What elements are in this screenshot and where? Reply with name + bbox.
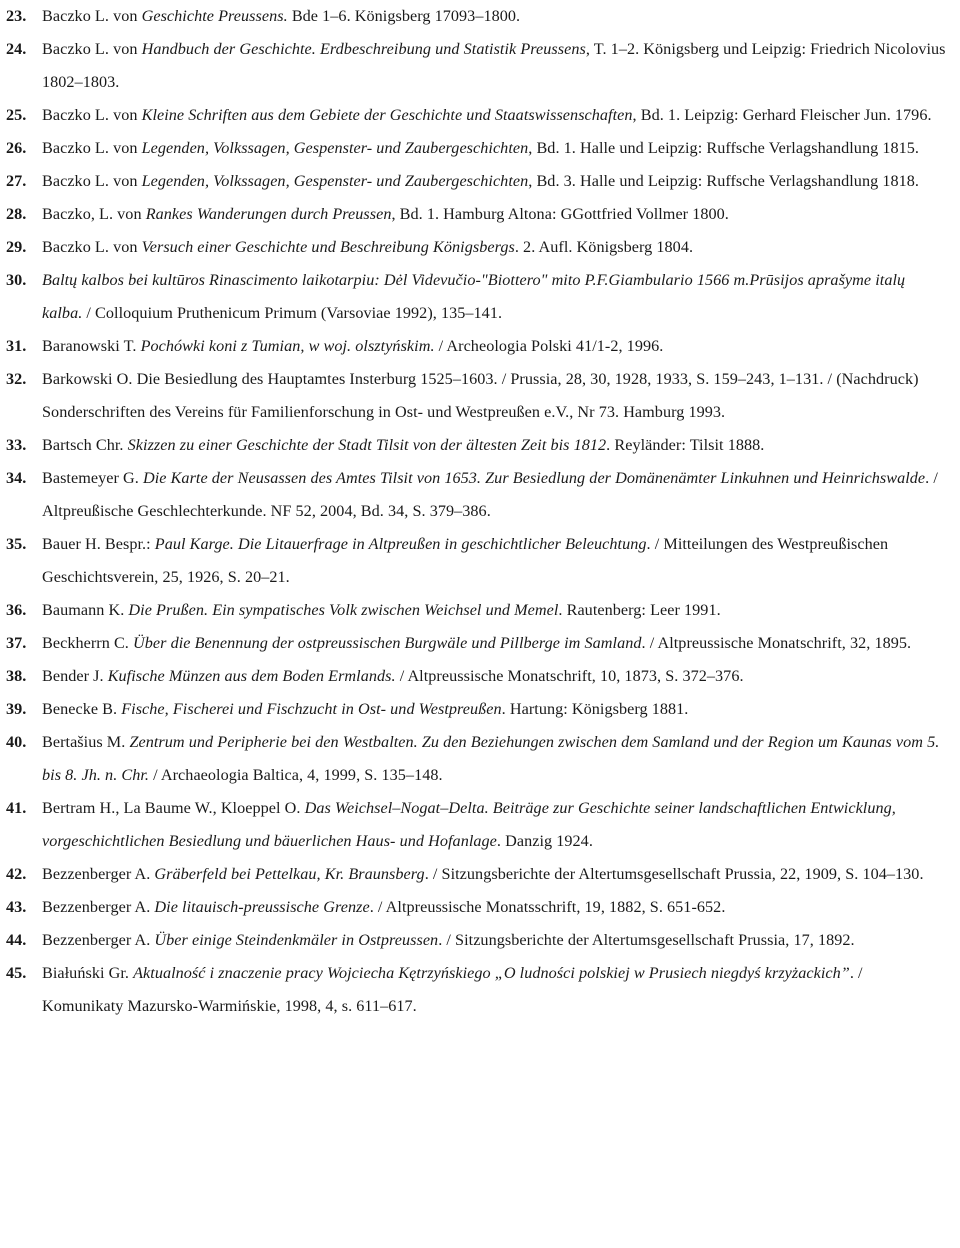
bibliography-entry — [6, 528, 948, 594]
entry-number: 32. — [6, 370, 27, 388]
bibliography-entry — [6, 627, 948, 660]
entry-title: Versuch einer Geschichte und Beschreibung Königsbergs — [141, 238, 515, 256]
entry-text: Bastemeyer G. — [42, 469, 143, 487]
entry-title: Skizzen zu einer Geschichte der Stadt Tilsit von der ältesten Zeit bis 1812 — [127, 436, 607, 454]
entry-text: Baczko, L. von — [42, 205, 146, 223]
entry-number: 24. — [6, 40, 27, 58]
entry-title: Das Weichsel–Nogat–Delta. Beiträge zur Geschichte seiner landschaftlichen Entwicklung, vorgeschichtlichen Besiedlung und bäuerlichen Haus- und Hofanlage — [42, 799, 896, 850]
entry-text: / Altpreussische Monatschrift, 10, 1873, S. 372–376. — [395, 667, 744, 685]
bibliography-entry — [6, 330, 948, 363]
entry-text: , T. 1–2. Königsberg und Leipzig: Friedrich Nicolovius 1802–1803. — [42, 40, 946, 91]
entry-number: 27. — [6, 172, 27, 190]
entry-text: . / Altpreußische Geschlechterkunde. NF 52, 2004, Bd. 34, S. 379–386. — [42, 469, 938, 520]
entry-number: 45. — [6, 964, 27, 982]
entry-title: Handbuch der Geschichte. Erdbeschreibung und Statistik Preussens — [141, 40, 586, 58]
entry-text: . Reyländer: Tilsit 1888. — [606, 436, 765, 454]
entry-title: Pochówki koni z Tumian, w woj. olsztyńskim. — [140, 337, 435, 355]
entry-number: 40. — [6, 733, 27, 751]
entry-number: 26. — [6, 139, 27, 157]
entry-title: Kleine Schriften aus dem Gebiete der Geschichte und Staatswissenschaften — [141, 106, 633, 124]
entry-title: Rankes Wanderungen durch Preussen — [145, 205, 392, 223]
entry-title: Zentrum und Peripherie bei den Westbalten. Zu den Beziehungen zwischen dem Samland und der Region um Kaunas vom 5. bis 8. Jh. n. Chr. — [42, 733, 940, 784]
entry-text: Beckherrn C. — [42, 634, 134, 652]
entry-text: Barkowski O. Die Besiedlung des Hauptamtes Insterburg 1525–1603. / Prussia, 28, 30, 1928, 1933, S. 159–243, 1–131. / (Nachdruck) Sonderschriften des Vereins für Familienforschung in Ost- und Westpreußen e.V., Nr 73. Hamburg 1993. — [42, 370, 919, 421]
entry-number: 37. — [6, 634, 27, 652]
entry-number: 39. — [6, 700, 27, 718]
entry-title: Fische, Fischerei und Fischzucht in Ost- und Westpreußen — [121, 700, 502, 718]
entry-title: Legenden, Volkssagen, Gespenster- und Zaubergeschichten — [141, 139, 529, 157]
entry-text: Bezzenberger A. — [42, 931, 155, 949]
entry-text: . / Sitzungsberichte der Altertumsgesellschaft Prussia, 17, 1892. — [438, 931, 855, 949]
entry-text: , Bd. 1. Leipzig: Gerhard Fleischer Jun. 1796. — [632, 106, 932, 124]
entry-number: 36. — [6, 601, 27, 619]
entry-title: Die Prußen. Ein sympatisches Volk zwischen Weichsel und Memel — [128, 601, 559, 619]
entry-number: 42. — [6, 865, 27, 883]
entry-text: Baczko L. von — [42, 139, 142, 157]
entry-text: Baranowski T. — [42, 337, 141, 355]
entry-title: Baltų kalbos bei kultūros Rinascimento laikotarpiu: Dėl Videvučio-"Biottero" mito P.F.Giambulario 1566 m.Prūsijos aprašyme italų kalba. — [42, 271, 906, 322]
entry-text: . / Altpreussische Monatsschrift, 19, 1882, S. 651-652. — [369, 898, 726, 916]
entry-text: Białuński Gr. — [42, 964, 134, 982]
bibliography-entry — [6, 693, 948, 726]
bibliography-entry — [6, 660, 948, 693]
entry-text: Baumann K. — [42, 601, 129, 619]
entry-title: Über einige Steindenkmäler in Ostpreussen — [154, 931, 439, 949]
bibliography-entry — [6, 132, 948, 165]
entry-text: / Archaeologia Baltica, 4, 1999, S. 135–148. — [149, 766, 443, 784]
entry-number: 34. — [6, 469, 27, 487]
entry-text: Bartsch Chr. — [42, 436, 128, 454]
entry-text: / Colloquium Pruthenicum Primum (Varsoviae 1992), 135–141. — [82, 304, 503, 322]
entry-text: Baczko L. von — [42, 172, 142, 190]
bibliography-entry — [6, 264, 948, 330]
entry-text: Bertašius M. — [42, 733, 130, 751]
entry-text: Bertram H., La Baume W., Kloeppel O. — [42, 799, 305, 817]
entry-text: Baczko L. von — [42, 106, 142, 124]
entry-text: . / Altpreussische Monatschrift, 32, 1895. — [641, 634, 912, 652]
bibliography-entry — [6, 99, 948, 132]
entry-title: Die litauisch-preussische Grenze — [154, 898, 370, 916]
bibliography-entry — [6, 462, 948, 528]
entry-number: 41. — [6, 799, 27, 817]
entry-title: Gräberfeld bei Pettelkau, Kr. Braunsberg — [154, 865, 425, 883]
entry-number: 35. — [6, 535, 27, 553]
entry-text: Baczko L. von — [42, 238, 142, 256]
entry-title: Paul Karge. Die Litauerfrage in Altpreußen in geschichtlicher Beleuchtung — [154, 535, 647, 553]
entry-number: 29. — [6, 238, 27, 256]
entry-text: Bender J. — [42, 667, 108, 685]
entry-text: Benecke B. — [42, 700, 122, 718]
entry-number: 44. — [6, 931, 27, 949]
entry-text: . 2. Aufl. Königsberg 1804. — [514, 238, 694, 256]
entry-text: Baczko L. von — [42, 7, 142, 25]
entry-number: 31. — [6, 337, 27, 355]
entry-number: 30. — [6, 271, 27, 289]
bibliography-entry — [6, 165, 948, 198]
bibliography-entry — [6, 792, 948, 858]
entry-title: Geschichte Preussens. — [141, 7, 288, 25]
bibliography-entry — [6, 924, 948, 957]
bibliography-entry — [6, 594, 948, 627]
entry-text: . Hartung: Königsberg 1881. — [501, 700, 689, 718]
bibliography-entry — [6, 726, 948, 792]
entry-text: , Bd. 1. Halle und Leipzig: Ruffsche Verlagshandlung 1815. — [528, 139, 919, 157]
entry-text: , Bd. 1. Hamburg Altona: GGottfried Vollmer 1800. — [391, 205, 729, 223]
entry-text: Bezzenberger A. — [42, 898, 155, 916]
entry-text: . / Sitzungsberichte der Altertumsgesellschaft Prussia, 22, 1909, S. 104–130. — [424, 865, 924, 883]
entry-number: 25. — [6, 106, 27, 124]
entry-number: 38. — [6, 667, 27, 685]
entry-number: 28. — [6, 205, 27, 223]
entry-text: Bauer H. Bespr.: — [42, 535, 155, 553]
entry-title: Über die Benennung der ostpreussischen Burgwäle und Pillberge im Samland — [133, 634, 642, 652]
entry-text: Baczko L. von — [42, 40, 142, 58]
bibliography-entry — [6, 957, 948, 1023]
bibliography-list — [6, 0, 948, 1023]
entry-text: . Rautenberg: Leer 1991. — [558, 601, 721, 619]
entry-text: , Bd. 3. Halle und Leipzig: Ruffsche Verlagshandlung 1818. — [528, 172, 919, 190]
entry-text: Bde 1–6. Königsberg 17093–1800. — [287, 7, 521, 25]
bibliography-entry — [6, 429, 948, 462]
entry-text: . / Mitteilungen des Westpreußischen Geschichtsverein, 25, 1926, S. 20–21. — [42, 535, 889, 586]
entry-text: / Archeologia Polski 41/1-2, 1996. — [434, 337, 664, 355]
bibliography-entry — [6, 0, 948, 33]
entry-text: Bezzenberger A. — [42, 865, 155, 883]
entry-number: 43. — [6, 898, 27, 916]
entry-number: 33. — [6, 436, 27, 454]
bibliography-entry — [6, 363, 948, 429]
bibliography-entry — [6, 33, 948, 99]
entry-text: . Danzig 1924. — [496, 832, 593, 850]
entry-text: . / Komunikaty Mazursko-Warmińskie, 1998, 4, s. 611–617. — [42, 964, 863, 1015]
entry-title: Aktualność i znaczenie pracy Wojciecha Kętrzyńskiego „O ludności polskiej w Prusiech niegdyś krzyżackich” — [133, 964, 850, 982]
entry-title: Legenden, Volkssagen, Gespenster- und Zaubergeschichten — [141, 172, 529, 190]
bibliography-entry — [6, 858, 948, 891]
entry-number: 23. — [6, 7, 27, 25]
entry-title: Die Karte der Neusassen des Amtes Tilsit von 1653. Zur Besiedlung der Domänenämter Linkuhnen und Heinrichswalde — [142, 469, 926, 487]
entry-title: Kufische Münzen aus dem Boden Ermlands. — [107, 667, 396, 685]
bibliography-entry — [6, 231, 948, 264]
bibliography-entry — [6, 198, 948, 231]
bibliography-entry — [6, 891, 948, 924]
